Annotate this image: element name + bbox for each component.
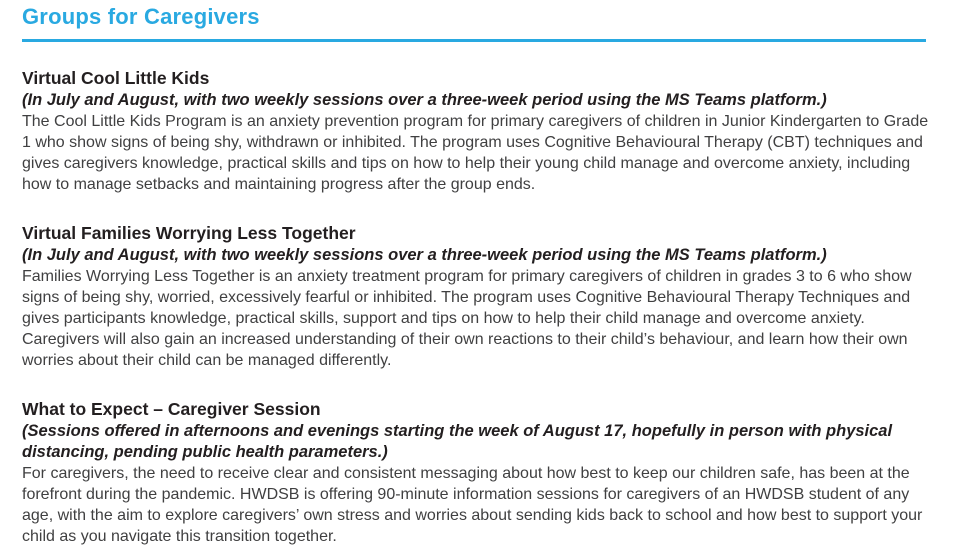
document-header: [22, 4, 926, 42]
page-title: Groups for Caregivers: [22, 4, 260, 29]
section-body-text: The Cool Little Kids Program is an anxiety prevention program for primary caregivers of children in Junior Kindergarten to Grade 1 who show signs of being shy, withdrawn or inhibited. The program uses Cognitive Behavioural Therapy (CBT) techniques and gives caregivers knowledge, practical skills and tips on how to help their young child manage and overcome anxiety, including how to manage setbacks and maintaining progress after the group ends.: [22, 113, 929, 193]
section-title: What to Expect – Caregiver Session: [22, 399, 321, 419]
section-body-text: Families Worrying Less Together is an anxiety treatment program for primary caregivers of children in grades 3 to 6 who show signs of being shy, worried, excessively fearful or inhibited. The program uses Cognitive Behavioural Therapy Techniques and gives participants knowledge, practical skills, support and tips on how to help their child manage and overcome anxiety. Caregivers will also gain an increased understanding of their own reactions to their child’s behaviour, and learn how their own worries about their child can be managed differently.: [22, 268, 912, 369]
section-what-to-expect-caregiver: [22, 399, 930, 547]
section-title: Virtual Families Worrying Less Together: [22, 223, 356, 243]
section-title: Virtual Cool Little Kids: [22, 68, 210, 88]
section-schedule-note: (In July and August, with two weekly sessions over a three-week period using the MS Teams platform.): [22, 246, 827, 264]
section-body-text: For caregivers, the need to receive clear and consistent messaging about how best to keep our children safe, has been at the forefront during the pandemic. HWDSB is offering 90-minute information sessions for caregivers of an HWDSB student of any age, with the aim to explore caregivers’ own stress and worries about sending kids back to school and how best to support your child as you navigate this transition together.: [22, 465, 923, 545]
section-virtual-families-worrying-less: [22, 223, 930, 371]
section-schedule-note: (In July and August, with two weekly sessions over a three-week period using the MS Teams platform.): [22, 91, 827, 109]
section-virtual-cool-little-kids: [22, 68, 930, 195]
section-schedule-note: (Sessions offered in afternoons and evenings starting the week of August 17, hopefully in person with physical distancing, pending public health parameters.): [22, 422, 893, 461]
